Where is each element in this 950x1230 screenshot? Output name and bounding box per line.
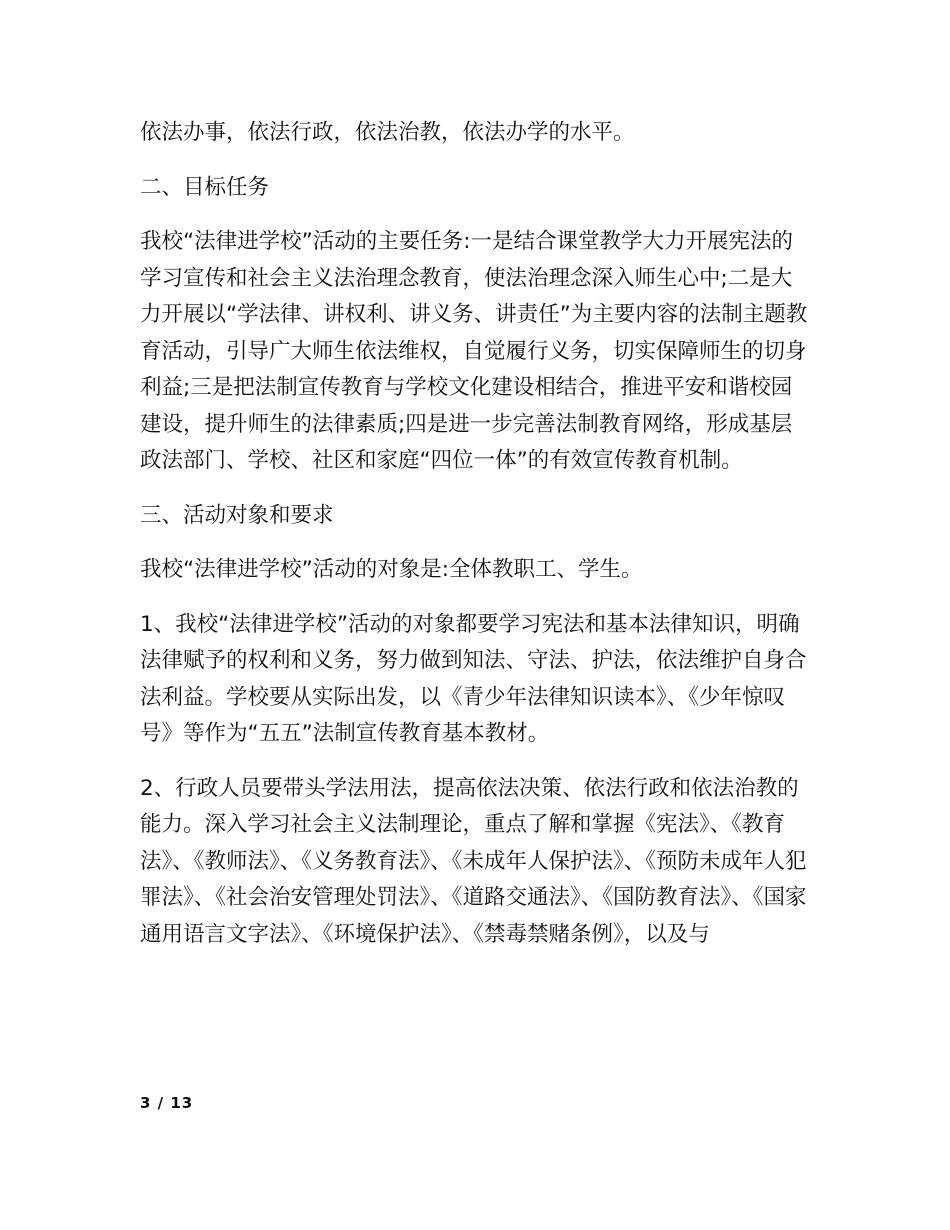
paragraph-targets: 我校“法律进学校”活动的对象是:全体教职工、学生。 (140, 557, 643, 582)
section-heading-targets: 三、活动对象和要求 (140, 502, 334, 528)
page-number: 3 / 13 (140, 1094, 194, 1112)
paragraph-main-tasks: 我校“法律进学校”活动的主要任务:一是结合课堂教学大力开展宪法的学习宣传和社会主义法治理念教育，使法治理念深入师生心中;二是大力开展以“学法律、讲权利、讲义务、讲责任”为主要内容的法制主题教育活动，引导广大师生依法维权，自觉履行义务，切实保障师生的切身利益;三是把法制宣传教育与学校文化建设相结合，推进平安和谐校园建设，提升师生的法律素质;四是进一步完善法制教育网络，形成基层政法部门、学校、社区和家庭“四位一体”的有效宣传教育机制。 (140, 229, 808, 473)
paragraph-requirement-2: 2、行政人员要带头学法用法，提高依法决策、依法行政和依法治教的能力。深入学习社会主义法制理论，重点了解和掌握《宪法》、《教育法》、《教师法》、《义务教育法》、《未成年人保护法》、《预防未成年人犯罪法》、《社会治安管理处罚法》、《道路交通法》、《国防教育法》、《国家通用语言文字法》、《环境保护法》、《禁毒禁赌条例》，以及与 (140, 775, 807, 947)
section-heading-goals: 二、目标任务 (140, 174, 270, 200)
paragraph-requirement-1: 1、我校“法律进学校”活动的对象都要学习宪法和基本法律知识，明确法律赋予的权利和义务，努力做到知法、守法、护法，依法维护自身合法利益。学校要从实际出发，以《青少年法律知识读本》、《少年惊叹号》等作为“五五”法制宣传教育基本教材。 (140, 611, 807, 746)
document-body (140, 115, 812, 971)
paragraph-continuation: 依法办事，依法行政，依法治教，依法办学的水平。 (140, 120, 635, 145)
